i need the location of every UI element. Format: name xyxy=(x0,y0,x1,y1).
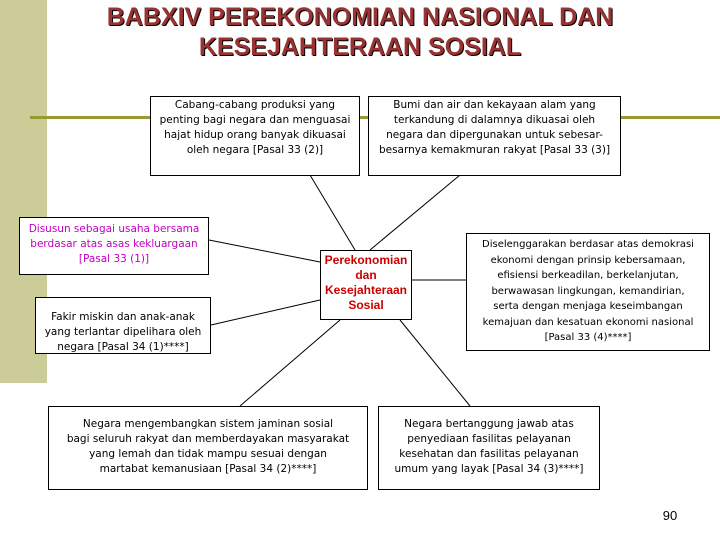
central-topic xyxy=(320,250,412,320)
central-line: Kesejahteraan xyxy=(324,283,408,297)
box-line: penyediaan fasilitas pelayanan xyxy=(407,433,571,445)
box-line: berwawasan lingkungan, kemandirian, xyxy=(491,285,685,297)
central-line: Sosial xyxy=(348,298,384,312)
box-line: berdasar atas asas kekluargaan xyxy=(30,238,198,250)
box-line: umum yang layak [Pasal 34 (3)****] xyxy=(394,463,584,475)
title-line-1: BABXIV PEREKONOMIAN NASIONAL DAN xyxy=(106,3,614,31)
box-line: Cabang-cabang produksi yang xyxy=(174,99,336,111)
box-line: hajat hidup orang banyak dikuasai xyxy=(164,129,346,141)
box-line: Negara mengembangkan sistem jaminan sosial xyxy=(82,418,334,430)
box-line: bagi seluruh rakyat dan memberdayakan masyarakat xyxy=(66,433,350,445)
box-line: martabat kemanusiaan [Pasal 34 (2)****] xyxy=(99,463,317,475)
box-line: serta dengan menjaga keseimbangan xyxy=(493,301,683,312)
central-line: Perekonomian xyxy=(324,253,408,267)
connector-bottom-left xyxy=(240,320,340,406)
box-bottom-right xyxy=(378,406,600,490)
box-line: negara dan dipergunakan untuk sebesar- xyxy=(386,129,603,141)
connector-left-upper xyxy=(209,240,320,262)
box-bottom-left xyxy=(48,406,368,490)
box-left-lower xyxy=(35,297,211,354)
box-left-upper xyxy=(19,217,209,275)
box-line: besarnya kemakmuran rakyat [Pasal 33 (3)] xyxy=(378,144,611,156)
box-line: Negara bertanggung jawab atas xyxy=(404,418,574,430)
box-line: Fakir miskin dan anak-anak xyxy=(51,311,195,323)
box-line: kesehatan dan fasilitas pelayanan xyxy=(399,448,579,460)
connector-left-lower xyxy=(211,300,320,325)
box-line: terkandung di dalamnya dikuasai oleh xyxy=(393,114,596,126)
connector-top-left xyxy=(310,175,355,250)
page-number: 90 xyxy=(662,508,678,523)
box-right xyxy=(466,233,710,351)
box-line: efisiensi berkeadilan, berkelanjutan, xyxy=(497,270,679,281)
box-line: penting bagi negara dan menguasai xyxy=(159,114,351,126)
box-line: negara [Pasal 34 (1)****] xyxy=(57,341,189,353)
box-line: oleh negara [Pasal 33 (2)] xyxy=(186,144,324,156)
box-line: kemajuan dan kesatuan ekonomi nasional xyxy=(482,316,694,328)
connector-top-right xyxy=(370,175,460,250)
connector-bottom-right xyxy=(400,320,470,406)
box-top-right xyxy=(368,96,621,176)
title-line-2: KESEJAHTERAAN SOSIAL xyxy=(198,33,522,61)
box-line: ekonomi dengan prinsip kebersamaan, xyxy=(490,254,686,266)
box-line: yang lemah dan tidak mampu sesuai dengan xyxy=(89,448,327,460)
box-top-left xyxy=(150,96,360,176)
box-line: [Pasal 33 (4)****] xyxy=(544,332,632,343)
box-line: Disusun sebagai usaha bersama xyxy=(28,223,200,235)
box-line: Diselenggarakan berdasar atas demokrasi xyxy=(482,239,694,250)
box-line: [Pasal 33 (1)] xyxy=(78,253,150,265)
box-line: yang terlantar dipelihara oleh xyxy=(44,326,202,338)
central-line: dan xyxy=(355,268,377,282)
box-line: Bumi dan air dan kekayaan alam yang xyxy=(393,99,596,111)
